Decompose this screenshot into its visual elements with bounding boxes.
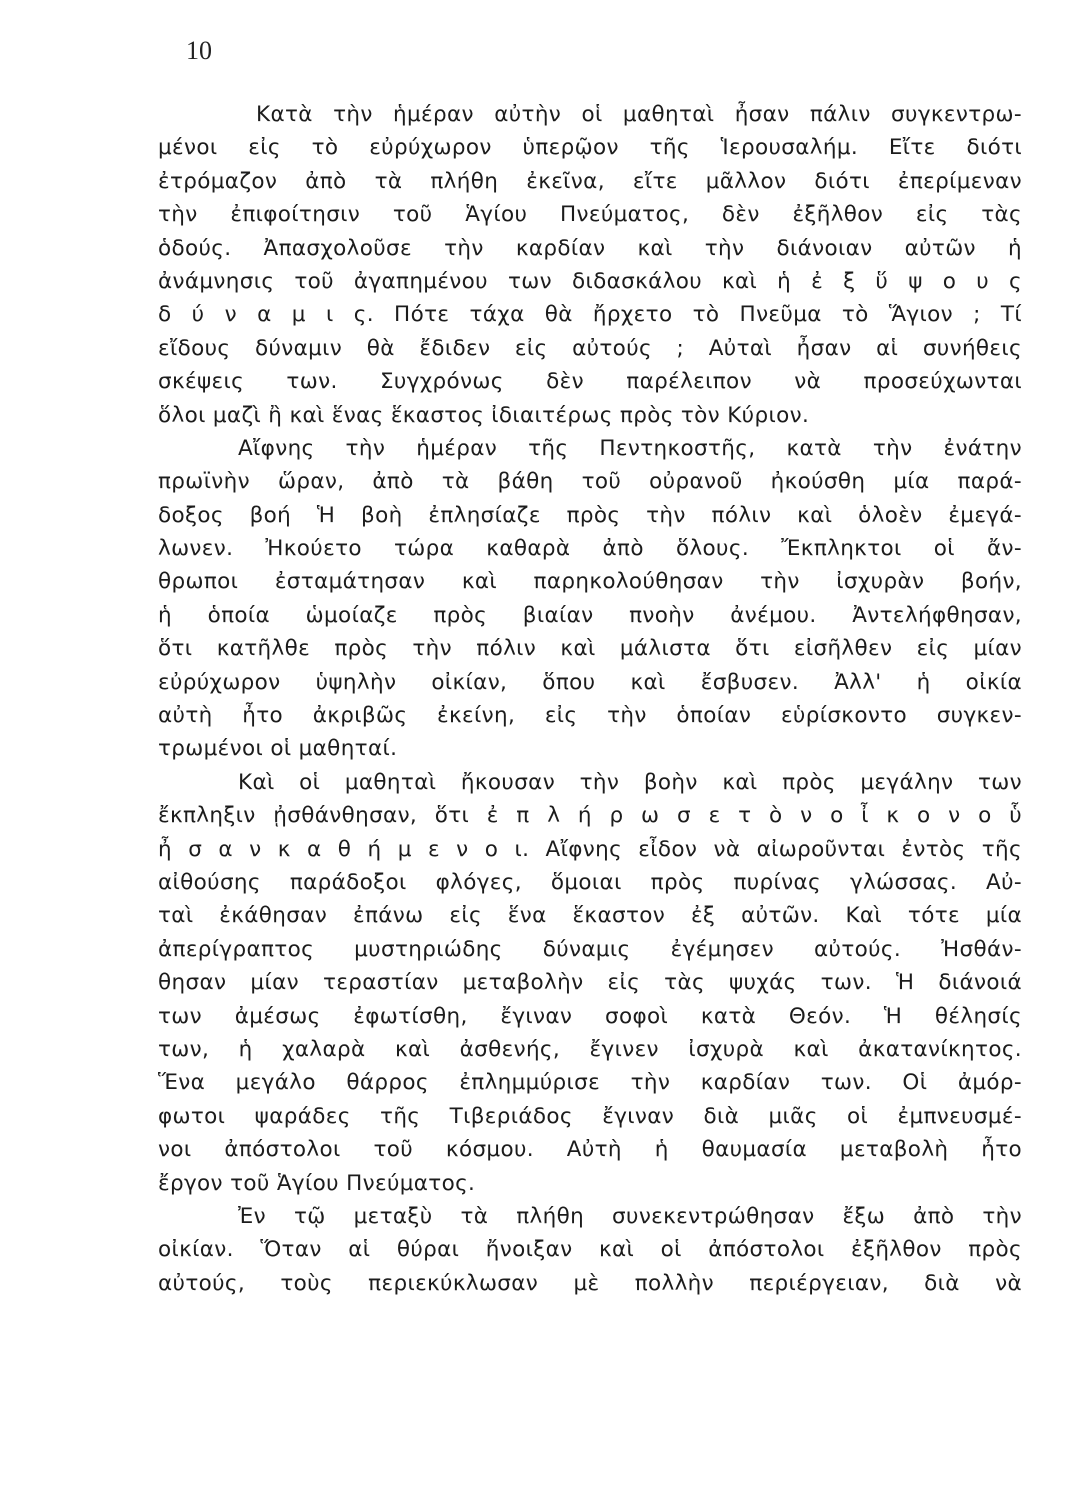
- paragraph-2: [158, 432, 1022, 766]
- text-line: σκέψεις των. Συγχρόνως δὲν παρέλειπον νὰ προσεύχωνται: [158, 369, 1022, 395]
- text-line: ὁδούς. Ἀπασχολοῦσε τὴν καρδίαν καὶ τὴν διάνοιαν αὐτῶν ἡ: [158, 235, 1022, 261]
- body-text: [158, 98, 1022, 1300]
- text-line: ἦ σ α ν κ α θ ή μ ε ν ο ι. Αἴφνης εἶδον νὰ αἰωροῦνται ἐντὸς τῆς: [158, 836, 1022, 862]
- text-line: ἀνάμνησις τοῦ ἀγαπημένου των διδασκάλου καὶ ἡ ἐ ξ ὕ ψ ο υ ς: [158, 268, 1022, 294]
- text-line: οἰκίαν. Ὅταν αἱ θύραι ἤνοιξαν καὶ οἱ ἀπόστολοι ἐξῆλθον πρὸς: [158, 1237, 1022, 1263]
- text-line: τὴν ἐπιφοίτησιν τοῦ Ἁγίου Πνεύματος, δὲν ἐξῆλθον εἰς τὰς: [158, 202, 1022, 228]
- text-line: νοι ἀπόστολοι τοῦ κόσμου. Αὐτὴ ἡ θαυμασία μεταβολὴ ἦτο: [158, 1137, 1022, 1163]
- text-line: ἔκπληξιν ᾐσθάνθησαν, ὅτι ἐ π λ ή ρ ω σ ε τ ὸ ν ο ἶ κ ο ν ο ὗ: [158, 803, 1022, 829]
- text-line: αἰθούσης παράδοξοι φλόγες, ὅμοιαι πρὸς πυρίνας γλώσσας. Αὐ-: [158, 869, 1022, 895]
- text-line: μένοι εἰς τὸ εὐρύχωρον ὑπερῷον τῆς Ἱερουσαλήμ. Εἴτε διότι: [158, 135, 1022, 161]
- text-line: τρωμένοι οἱ μαθηταί.: [158, 736, 398, 762]
- text-line: ὅτι κατῆλθε πρὸς τὴν πόλιν καὶ μάλιστα ὅτι εἰσῆλθεν εἰς μίαν: [158, 636, 1022, 662]
- text-line: Καὶ οἱ μαθηταὶ ἤκουσαν τὴν βοὴν καὶ πρὸς μεγάλην των: [238, 769, 1022, 795]
- text-line: λωνεν. Ἠκούετο τώρα καθαρὰ ἀπὸ ὅλους. Ἔκπληκτοι οἱ ἄν-: [158, 536, 1022, 562]
- text-line: θρωποι ἐσταμάτησαν καὶ παρηκολούθησαν τὴν ἰσχυρὰν βοήν,: [158, 569, 1022, 595]
- text-line: Ἐν τῷ μεταξὺ τὰ πλήθη συνεκεντρώθησαν ἔξω ἀπὸ τὴν: [238, 1203, 1022, 1229]
- paragraph-3: [158, 766, 1022, 1200]
- paragraph-4: [158, 1200, 1022, 1300]
- text-line: ὅλοι μαζὶ ἢ καὶ ἕνας ἕκαστος ἰδιαιτέρως πρὸς τὸν Κύριον.: [158, 402, 810, 428]
- text-line: δοξος βοή Ἡ βοὴ ἐπλησίαζε πρὸς τὴν πόλιν καὶ ὁλοὲν ἐμεγά-: [158, 502, 1022, 528]
- text-line: πρωϊνὴν ὥραν, ἀπὸ τὰ βάθη τοῦ οὐρανοῦ ἠκούσθη μία παρά-: [158, 469, 1022, 495]
- paragraph-1: [158, 98, 1022, 432]
- text-line: θησαν μίαν τεραστίαν μεταβολὴν εἰς τὰς ψυχάς των. Ἡ διάνοιά: [158, 970, 1022, 996]
- text-line: Ἕνα μεγάλο θάρρος ἐπλημμύρισε τὴν καρδίαν των. Οἱ ἀμόρ-: [158, 1070, 1022, 1096]
- text-line: αὐτούς, τοὺς περιεκύκλωσαν μὲ πολλὴν περιέργειαν, διὰ νὰ: [158, 1270, 1022, 1296]
- page-number: 10: [186, 36, 212, 65]
- text-line: εὐρύχωρον ὑψηλὴν οἰκίαν, ὅπου καὶ ἔσβυσεν. Ἀλλ' ἡ οἰκία: [158, 669, 1022, 695]
- text-line: ταὶ ἐκάθησαν ἐπάνω εἰς ἕνα ἕκαστον ἐξ αὐτῶν. Καὶ τότε μία: [158, 903, 1022, 929]
- text-line: Κατὰ τὴν ἡμέραν αὐτὴν οἱ μαθηταὶ ἦσαν πάλιν συγκεντρω-: [256, 102, 1022, 127]
- text-line: αὐτὴ ἦτο ἀκριβῶς ἐκείνη, εἰς τὴν ὁποίαν εὑρίσκοντο συγκεν-: [158, 703, 1022, 729]
- text-line: δ ύ ν α μ ι ς. Πότε τάχα θὰ ἤρχετο τὸ Πνεῦμα τὸ Ἅγιον ; Τί: [158, 302, 1022, 328]
- text-line: εἴδους δύναμιν θὰ ἔδιδεν εἰς αὐτούς ; Αὐταὶ ἦσαν αἱ συνήθεις: [158, 335, 1022, 361]
- text-line: των, ἡ χαλαρὰ καὶ ἀσθενής, ἔγινεν ἰσχυρὰ καὶ ἀκατανίκητος.: [158, 1036, 1022, 1062]
- text-line: ἔργον τοῦ Ἁγίου Πνεύματος.: [158, 1170, 476, 1196]
- text-line: των ἀμέσως ἐφωτίσθη, ἔγιναν σοφοὶ κατὰ Θεόν. Ἡ θέλησίς: [158, 1003, 1022, 1029]
- text-line: ἡ ὁποία ὡμοίαζε πρὸς βιαίαν πνοὴν ἀνέμου. Ἀντελήφθησαν,: [158, 602, 1022, 628]
- text-line: ἀπερίγραπτος μυστηριώδης δύναμις ἐγέμησεν αὐτούς. Ἠσθάν-: [158, 936, 1022, 962]
- text-line: φωτοι ψαράδες τῆς Τιβεριάδος ἔγιναν διὰ μιᾶς οἱ ἐμπνευσμέ-: [158, 1103, 1022, 1129]
- text-line: ἐτρόμαζον ἀπὸ τὰ πλήθη ἐκεῖνα, εἴτε μᾶλλον διότι ἐπερίμεναν: [158, 168, 1022, 194]
- text-line: Αἴφνης τὴν ἡμέραν τῆς Πεντηκοστῆς, κατὰ τὴν ἐνάτην: [238, 435, 1022, 461]
